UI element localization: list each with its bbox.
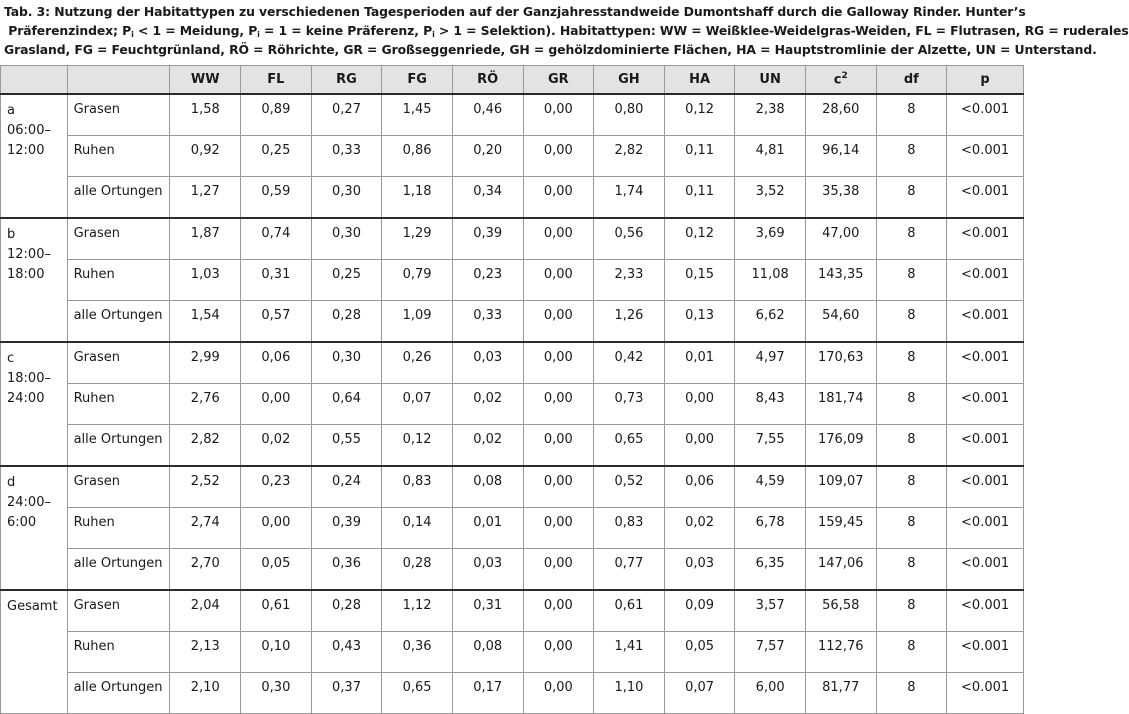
activity-label: Grasen: [67, 94, 170, 136]
cell-rg: 0,25: [311, 260, 382, 301]
cell-df: 8: [876, 136, 947, 177]
cell-gr: 0,00: [523, 425, 594, 467]
header-ha: HA: [664, 66, 735, 95]
cell-fl: 0,25: [241, 136, 312, 177]
cell-gh: 0,42: [594, 342, 665, 384]
cell-rg: 0,30: [311, 218, 382, 260]
cell-gr: 0,00: [523, 549, 594, 591]
cell-rg: 0,33: [311, 136, 382, 177]
cell-ww: 1,87: [170, 218, 241, 260]
cell-ha: 0,12: [664, 94, 735, 136]
cell-chi-square: 54,60: [805, 301, 876, 343]
cell-p: <0.001: [947, 136, 1024, 177]
cell-rg: 0,27: [311, 94, 382, 136]
cell-ha: 0,03: [664, 549, 735, 591]
cell-gr: 0,00: [523, 218, 594, 260]
cell-fl: 0,61: [241, 590, 312, 632]
cell-chi-square: 176,09: [805, 425, 876, 467]
cell-ro: 0,46: [452, 94, 523, 136]
cell-ro: 0,03: [452, 549, 523, 591]
cell-rg: 0,55: [311, 425, 382, 467]
cell-gr: 0,00: [523, 94, 594, 136]
cell-ww: 2,10: [170, 673, 241, 714]
cell-fl: 0,59: [241, 177, 312, 219]
cell-gh: 0,65: [594, 425, 665, 467]
table-row: [1, 342, 1024, 384]
cell-ha: 0,01: [664, 342, 735, 384]
cell-un: 4,81: [735, 136, 806, 177]
cell-gr: 0,00: [523, 342, 594, 384]
table-row: [1, 549, 1024, 591]
cell-gh: 1,10: [594, 673, 665, 714]
header-un: UN: [735, 66, 806, 95]
cell-df: 8: [876, 342, 947, 384]
header-chi-square: $c^2$: [805, 66, 876, 95]
cell-fl: 0,10: [241, 632, 312, 673]
cell-ro: 0,17: [452, 673, 523, 714]
cell-ha: 0,13: [664, 301, 735, 343]
cell-gh: 0,56: [594, 218, 665, 260]
cell-fg: 1,09: [382, 301, 453, 343]
cell-df: 8: [876, 177, 947, 219]
cell-un: 6,35: [735, 549, 806, 591]
cell-ha: 0,02: [664, 508, 735, 549]
cell-un: 4,59: [735, 466, 806, 508]
cell-gr: 0,00: [523, 136, 594, 177]
cell-gr: 0,00: [523, 673, 594, 714]
cell-gh: 1,41: [594, 632, 665, 673]
cell-gh: 1,26: [594, 301, 665, 343]
cell-fg: 1,29: [382, 218, 453, 260]
cell-ro: 0,08: [452, 466, 523, 508]
cell-p: <0.001: [947, 260, 1024, 301]
activity-label: alle Ortungen: [67, 301, 170, 343]
cell-chi-square: 109,07: [805, 466, 876, 508]
cell-rg: 0,28: [311, 590, 382, 632]
cell-p: <0.001: [947, 673, 1024, 714]
cell-chi-square: 147,06: [805, 549, 876, 591]
cell-ro: 0,08: [452, 632, 523, 673]
activity-label: Grasen: [67, 590, 170, 632]
activity-label: Ruhen: [67, 632, 170, 673]
cell-fg: 0,14: [382, 508, 453, 549]
activity-label: Grasen: [67, 218, 170, 260]
cell-ro: 0,02: [452, 384, 523, 425]
cell-fg: 0,79: [382, 260, 453, 301]
header-gr: GR: [523, 66, 594, 95]
table-row: [1, 384, 1024, 425]
cell-ro: 0,33: [452, 301, 523, 343]
cell-un: 3,69: [735, 218, 806, 260]
cell-gr: 0,00: [523, 177, 594, 219]
cell-rg: 0,64: [311, 384, 382, 425]
cell-ww: 0,92: [170, 136, 241, 177]
table-row: [1, 218, 1024, 260]
caption-line-1: Tab. 3: Nutzung der Habitattypen zu verschiedenen Tagesperioden auf der Ganzjahresstandweide Dumontshaff durch die Galloway Rinder. Hunter’s: [4, 4, 1026, 19]
cell-ww: 1,54: [170, 301, 241, 343]
cell-gh: 0,80: [594, 94, 665, 136]
cell-ha: 0,11: [664, 136, 735, 177]
header-df: df: [876, 66, 947, 95]
cell-un: 2,38: [735, 94, 806, 136]
period-label: c 18:00– 24:00: [1, 342, 68, 466]
cell-df: 8: [876, 673, 947, 714]
cell-p: <0.001: [947, 384, 1024, 425]
cell-gh: 0,61: [594, 590, 665, 632]
header-activity: [67, 66, 170, 95]
cell-p: <0.001: [947, 301, 1024, 343]
activity-label: Grasen: [67, 466, 170, 508]
period-label: a 06:00– 12:00: [1, 94, 68, 218]
period-label: Gesamt: [1, 590, 68, 714]
activity-label: alle Ortungen: [67, 177, 170, 219]
header-ro: RÖ: [452, 66, 523, 95]
header-row: [1, 66, 1024, 95]
table-row: [1, 94, 1024, 136]
cell-gr: 0,00: [523, 260, 594, 301]
cell-gh: 2,33: [594, 260, 665, 301]
cell-un: 6,00: [735, 673, 806, 714]
cell-p: <0.001: [947, 177, 1024, 219]
table-row: [1, 260, 1024, 301]
cell-rg: 0,36: [311, 549, 382, 591]
cell-rg: 0,28: [311, 301, 382, 343]
cell-ha: 0,15: [664, 260, 735, 301]
cell-df: 8: [876, 94, 947, 136]
cell-fg: 0,36: [382, 632, 453, 673]
cell-rg: 0,43: [311, 632, 382, 673]
cell-ro: 0,20: [452, 136, 523, 177]
cell-fg: 0,07: [382, 384, 453, 425]
cell-fl: 0,31: [241, 260, 312, 301]
activity-label: alle Ortungen: [67, 549, 170, 591]
activity-label: Ruhen: [67, 384, 170, 425]
cell-df: 8: [876, 549, 947, 591]
cell-ro: 0,23: [452, 260, 523, 301]
cell-gr: 0,00: [523, 466, 594, 508]
cell-df: 8: [876, 508, 947, 549]
cell-gr: 0,00: [523, 508, 594, 549]
cell-ww: 1,03: [170, 260, 241, 301]
cell-fg: 0,83: [382, 466, 453, 508]
table-body: [1, 94, 1024, 714]
cell-gr: 0,00: [523, 384, 594, 425]
cell-ro: 0,01: [452, 508, 523, 549]
cell-rg: 0,37: [311, 673, 382, 714]
cell-p: <0.001: [947, 94, 1024, 136]
cell-gh: 0,73: [594, 384, 665, 425]
cell-ha: 0,12: [664, 218, 735, 260]
header-gh: GH: [594, 66, 665, 95]
cell-fg: 0,65: [382, 673, 453, 714]
cell-p: <0.001: [947, 342, 1024, 384]
cell-fl: 0,74: [241, 218, 312, 260]
cell-ro: 0,34: [452, 177, 523, 219]
caption-line-2: Präferenzindex; $P_i < 1$ = Meidung, $P_i = 1$ = keine Präferenz, $P_i > 1$ = Selektion). Habitattypen: WW = Weißklee-Weidelgras-Weiden, FL = Flutrasen, RG = ruderales: [8, 23, 1129, 39]
cell-ha: 0,06: [664, 466, 735, 508]
cell-p: <0.001: [947, 549, 1024, 591]
cell-ha: 0,09: [664, 590, 735, 632]
header-period: [1, 66, 68, 95]
cell-gr: 0,00: [523, 632, 594, 673]
header-rg: RG: [311, 66, 382, 95]
cell-rg: 0,24: [311, 466, 382, 508]
cell-fg: 0,28: [382, 549, 453, 591]
cell-ww: 2,13: [170, 632, 241, 673]
cell-chi-square: 112,76: [805, 632, 876, 673]
cell-un: 3,57: [735, 590, 806, 632]
cell-ha: 0,07: [664, 673, 735, 714]
cell-chi-square: 35,38: [805, 177, 876, 219]
cell-fl: 0,02: [241, 425, 312, 467]
cell-gh: 0,52: [594, 466, 665, 508]
table-row: [1, 508, 1024, 549]
cell-df: 8: [876, 590, 947, 632]
cell-fl: 0,89: [241, 94, 312, 136]
cell-ww: 2,70: [170, 549, 241, 591]
cell-rg: 0,30: [311, 342, 382, 384]
cell-df: 8: [876, 218, 947, 260]
cell-ww: 2,76: [170, 384, 241, 425]
cell-fg: 0,12: [382, 425, 453, 467]
activity-label: Ruhen: [67, 260, 170, 301]
activity-label: Ruhen: [67, 136, 170, 177]
cell-un: 7,57: [735, 632, 806, 673]
cell-gr: 0,00: [523, 590, 594, 632]
table-row: [1, 632, 1024, 673]
cell-gr: 0,00: [523, 301, 594, 343]
cell-chi-square: 159,45: [805, 508, 876, 549]
table-row: [1, 136, 1024, 177]
habitat-preference-table: [0, 65, 1024, 714]
activity-label: Ruhen: [67, 508, 170, 549]
cell-df: 8: [876, 425, 947, 467]
cell-ww: 1,58: [170, 94, 241, 136]
activity-label: alle Ortungen: [67, 673, 170, 714]
cell-un: 4,97: [735, 342, 806, 384]
cell-fg: 1,12: [382, 590, 453, 632]
cell-fg: 1,45: [382, 94, 453, 136]
cell-un: 11,08: [735, 260, 806, 301]
cell-chi-square: 143,35: [805, 260, 876, 301]
cell-fg: 0,86: [382, 136, 453, 177]
cell-chi-square: 81,77: [805, 673, 876, 714]
cell-un: 3,52: [735, 177, 806, 219]
cell-ro: 0,31: [452, 590, 523, 632]
cell-ha: 0,00: [664, 425, 735, 467]
cell-fl: 0,30: [241, 673, 312, 714]
cell-rg: 0,39: [311, 508, 382, 549]
cell-p: <0.001: [947, 218, 1024, 260]
cell-fl: 0,00: [241, 384, 312, 425]
table-row: [1, 425, 1024, 467]
header-p: p: [947, 66, 1024, 95]
table-row: [1, 177, 1024, 219]
cell-ww: 2,04: [170, 590, 241, 632]
header-fl: FL: [241, 66, 312, 95]
cell-ha: 0,05: [664, 632, 735, 673]
cell-fl: 0,00: [241, 508, 312, 549]
table-row: [1, 301, 1024, 343]
cell-df: 8: [876, 466, 947, 508]
cell-fg: 1,18: [382, 177, 453, 219]
header-fg: FG: [382, 66, 453, 95]
cell-fl: 0,57: [241, 301, 312, 343]
cell-un: 6,78: [735, 508, 806, 549]
period-label: d 24:00– 6:00: [1, 466, 68, 590]
cell-p: <0.001: [947, 466, 1024, 508]
cell-ro: 0,39: [452, 218, 523, 260]
period-label: b 12:00– 18:00: [1, 218, 68, 342]
cell-fl: 0,23: [241, 466, 312, 508]
cell-ha: 0,11: [664, 177, 735, 219]
cell-chi-square: 170,63: [805, 342, 876, 384]
cell-rg: 0,30: [311, 177, 382, 219]
cell-ww: 2,99: [170, 342, 241, 384]
table-caption: [4, 2, 1129, 59]
cell-fl: 0,06: [241, 342, 312, 384]
cell-chi-square: 47,00: [805, 218, 876, 260]
cell-ww: 2,52: [170, 466, 241, 508]
cell-p: <0.001: [947, 425, 1024, 467]
cell-gh: 0,77: [594, 549, 665, 591]
cell-gh: 0,83: [594, 508, 665, 549]
activity-label: Grasen: [67, 342, 170, 384]
cell-chi-square: 181,74: [805, 384, 876, 425]
cell-df: 8: [876, 632, 947, 673]
cell-ww: 1,27: [170, 177, 241, 219]
cell-p: <0.001: [947, 590, 1024, 632]
table-row: [1, 590, 1024, 632]
cell-chi-square: 56,58: [805, 590, 876, 632]
cell-df: 8: [876, 384, 947, 425]
table-row: [1, 466, 1024, 508]
cell-ro: 0,03: [452, 342, 523, 384]
cell-ha: 0,00: [664, 384, 735, 425]
header-ww: WW: [170, 66, 241, 95]
cell-chi-square: 96,14: [805, 136, 876, 177]
cell-ww: 2,82: [170, 425, 241, 467]
cell-un: 8,43: [735, 384, 806, 425]
cell-gh: 1,74: [594, 177, 665, 219]
cell-p: <0.001: [947, 632, 1024, 673]
caption-line-3: Grasland, FG = Feuchtgrünland, RÖ = Röhrichte, GR = Großseggenriede, GH = gehölzdominierte Flächen, HA = Hauptstromlinie der Alzette, UN = Unterstand.: [4, 42, 1097, 57]
table-row: [1, 673, 1024, 714]
cell-gh: 2,82: [594, 136, 665, 177]
cell-ww: 2,74: [170, 508, 241, 549]
activity-label: alle Ortungen: [67, 425, 170, 467]
cell-fg: 0,26: [382, 342, 453, 384]
cell-un: 6,62: [735, 301, 806, 343]
cell-un: 7,55: [735, 425, 806, 467]
cell-ro: 0,02: [452, 425, 523, 467]
cell-df: 8: [876, 301, 947, 343]
cell-fl: 0,05: [241, 549, 312, 591]
cell-chi-square: 28,60: [805, 94, 876, 136]
cell-p: <0.001: [947, 508, 1024, 549]
cell-df: 8: [876, 260, 947, 301]
